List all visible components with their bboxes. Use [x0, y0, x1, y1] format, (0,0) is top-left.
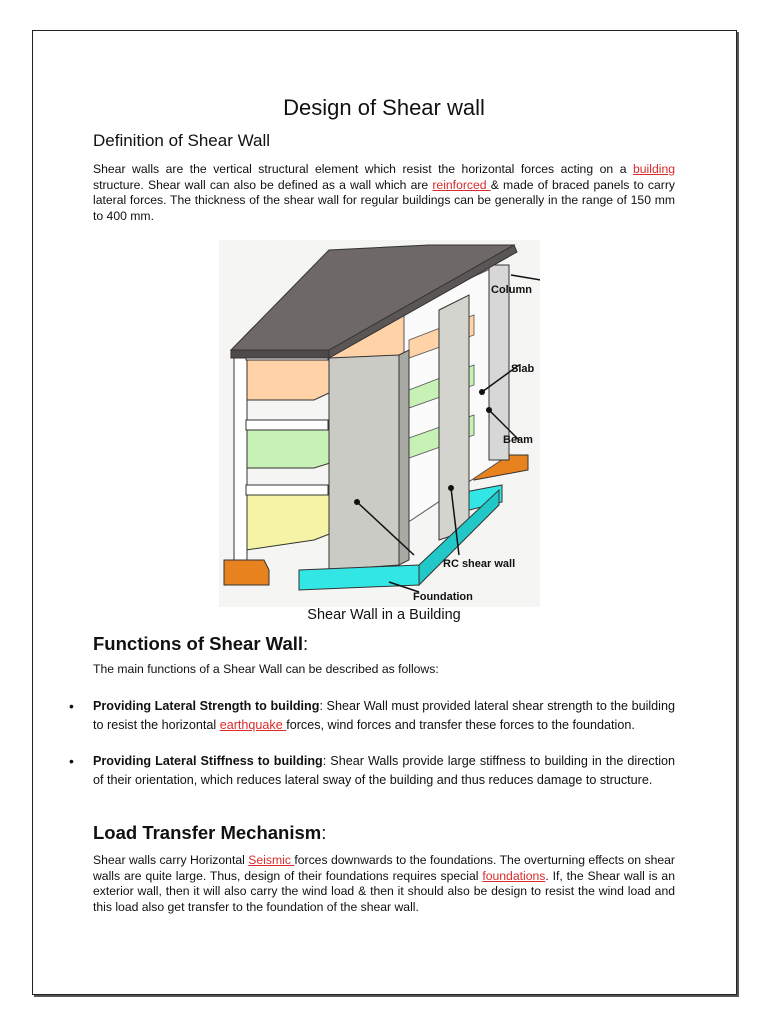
- load-text-1: Shear walls carry Horizontal: [93, 853, 249, 867]
- column-label: Column: [491, 284, 532, 296]
- beam-dot: [486, 407, 492, 413]
- lower-beam: [246, 485, 328, 495]
- load-transfer-heading-colon: :: [321, 822, 327, 843]
- shear-wall-dot-1: [354, 499, 360, 505]
- list-item-title: Providing Lateral Stiffness to building: [93, 754, 323, 768]
- functions-heading: [93, 633, 308, 655]
- rc-shear-wall-label: RC shear wall: [443, 558, 516, 570]
- list-item: [93, 697, 675, 734]
- roof-slab-edge: [231, 350, 329, 358]
- earthquake-link[interactable]: earthquake: [219, 717, 287, 732]
- functions-list-2: [93, 752, 675, 789]
- front-shear-wall-side: [399, 350, 409, 565]
- slab-dot: [479, 389, 485, 395]
- foundations-link[interactable]: foundations: [482, 868, 546, 883]
- building-link[interactable]: building: [632, 162, 675, 176]
- functions-heading-colon: :: [303, 633, 309, 654]
- list-item: [93, 752, 675, 789]
- load-transfer-heading: [93, 822, 326, 844]
- side-shear-wall: [439, 295, 469, 540]
- shear-wall-diagram: [219, 240, 540, 607]
- slab-label: Slab: [511, 363, 535, 375]
- load-transfer-heading-text: Load Transfer Mechanism: [93, 822, 322, 843]
- list-item-title: Providing Lateral Strength to building: [93, 699, 320, 713]
- definition-paragraph: [93, 162, 675, 224]
- shear-wall-dot-2: [448, 485, 454, 491]
- beam-label: Beam: [503, 434, 533, 446]
- shear-wall-figure: [219, 240, 540, 607]
- column-leader: [511, 275, 540, 280]
- front-left-column: [234, 350, 247, 560]
- functions-intro: The main functions of a Shear Wall can be described as follows:: [93, 662, 439, 676]
- list-item-text: : Shear Wall must provided lateral shear strength to the building to resist the horizontal: [93, 699, 675, 732]
- list-item-text: : Shear Walls provide large stiffness to building in the direction of their orientation, which reduces lateral sway of the building and thus reduces damage to structure.: [93, 754, 676, 787]
- definition-text-1: Shear walls are the vertical structural element which resist the horizontal forces acting on a: [93, 162, 633, 176]
- load-text-3: . If, the Shear wall is an exterior wall, then it will also carry the wind load & then it should also be design to resist the wind load and this load also get transfer to the foundation of the shear wall.: [93, 868, 675, 914]
- load-transfer-paragraph: [93, 853, 675, 915]
- middle-beam: [246, 420, 328, 430]
- functions-list-1: [93, 697, 675, 734]
- corner-footing: [224, 560, 269, 585]
- seismic-link[interactable]: Seismic: [248, 853, 295, 867]
- foundation-label: Foundation: [413, 591, 473, 603]
- functions-heading-text: Functions of Shear Wall: [93, 633, 304, 654]
- load-text-2: forces downwards to the foundations. The overturning effects on shear walls are quite large. Thus, design of their foundations requires special: [93, 853, 675, 883]
- figure-caption: Shear Wall in a Building: [307, 607, 461, 623]
- front-shear-wall: [329, 355, 399, 570]
- list-item-text-end: forces, wind forces and transfer these forces to the foundation.: [286, 717, 635, 732]
- reinforced-link[interactable]: reinforced: [432, 177, 491, 192]
- definition-text-3: & made of braced panels to carry lateral forces. The thickness of the shear wall for regular buildings can be generally in the range of 150 mm to 400 mm.: [93, 177, 675, 223]
- definition-text-2: structure. Shear wall can also be defined as a wall which are: [93, 177, 433, 192]
- definition-heading: Definition of Shear Wall: [93, 131, 271, 150]
- page-title: Design of Shear wall: [283, 95, 485, 120]
